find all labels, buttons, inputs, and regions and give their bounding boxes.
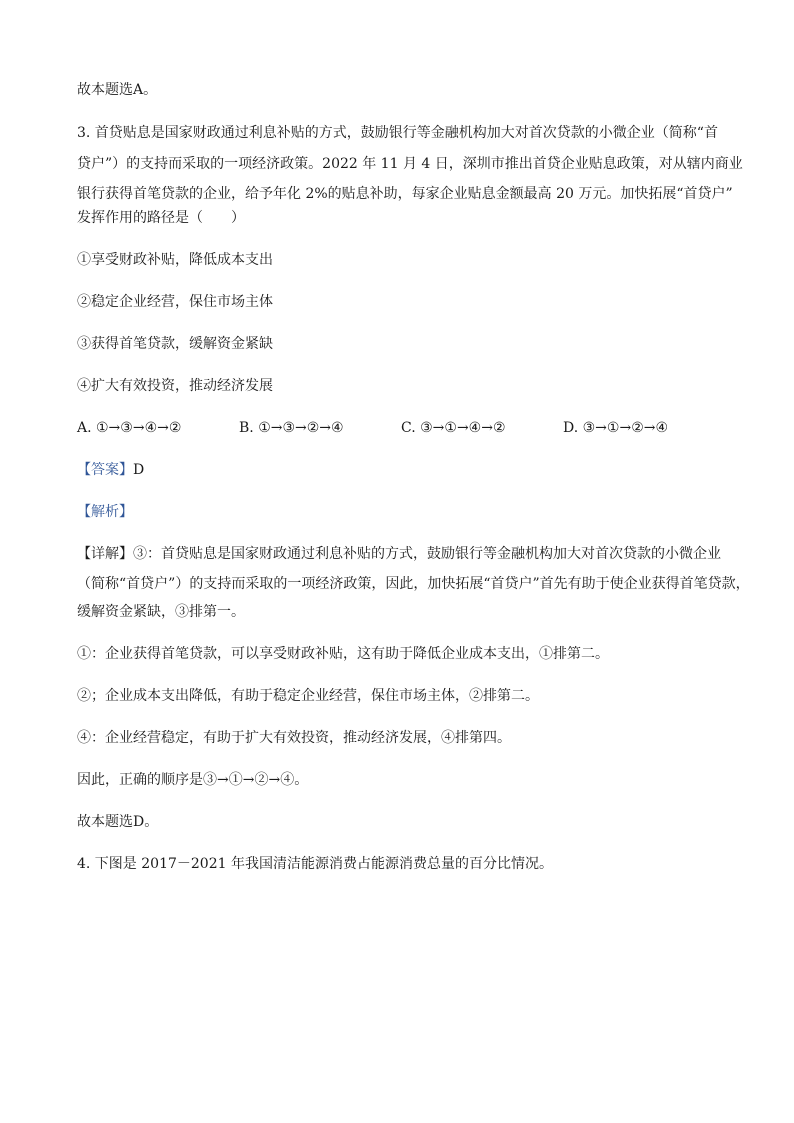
order-conclusion: 因此，正确的顺序是③→①→②→④。 xyxy=(77,772,309,788)
point-2: ②；企业成本支出降低，有助于稳定企业经营，保住市场主体，②排第二。 xyxy=(77,688,539,704)
question-3-stem-line-1: 3. 首贷贴息是国家财政通过利息补贴的方式，鼓励银行等金融机构加大对首次贷款的小微企业（简称“首 xyxy=(77,125,718,141)
prev-conclusion: 故本题选A。 xyxy=(77,82,158,98)
statement-4: ④扩大有效投资，推动经济发展 xyxy=(77,378,273,394)
answer-line xyxy=(77,460,737,480)
answer-value: D xyxy=(133,462,145,478)
detail-line-2: （简称“首贷户”）的支持而采取的一项经济政策，因此，加快拓展“首贷户”首先有助于使企业获得首笔贷款， xyxy=(77,576,750,592)
question-3-stem-line-2: 贷户”）的支持而采取的一项经济政策。2022 年 11 月 4 日，深圳市推出首贷企业贴息政策，对从辖内商业 xyxy=(77,156,743,172)
answer-tag: 【答案】 xyxy=(77,462,133,478)
detail-line-3: 缓解资金紧缺，③排第一。 xyxy=(77,604,245,620)
question-3-stem-line-4: 发挥作用的路径是（ ） xyxy=(77,210,245,226)
detail-line-1 xyxy=(77,544,737,564)
option-b: B. ①→③→②→④ xyxy=(239,420,344,436)
statement-1: ①享受财政补贴，降低成本支出 xyxy=(77,252,273,268)
option-d: D. ③→①→②→④ xyxy=(563,420,669,436)
point-4: ④：企业经营稳定，有助于扩大有效投资，推动经济发展，④排第四。 xyxy=(77,730,511,746)
detail-tag: 【详解】 xyxy=(77,546,133,562)
point-1: ①：企业获得首笔贷款，可以享受财政补贴，这有助于降低企业成本支出，①排第二。 xyxy=(77,646,609,662)
answer-options xyxy=(77,418,737,438)
statement-2: ②稳定企业经营，保住市场主体 xyxy=(77,294,273,310)
analysis-tag: 【解析】 xyxy=(77,504,133,520)
statement-3: ③获得首笔贷款，缓解资金紧缺 xyxy=(77,336,273,352)
question-3-stem-line-3: 银行获得首笔贷款的企业，给予年化 2%的贴息补助，每家企业贴息金额最高 20 万元。加快拓展“首贷户” xyxy=(77,186,733,202)
question-4-stem: 4. 下图是 2017－2021 年我国清洁能源消费占能源消费总量的百分比情况。 xyxy=(77,856,553,872)
option-a: A. ①→③→④→② xyxy=(77,420,182,436)
final-answer: 故本题选D。 xyxy=(77,814,159,830)
option-c: C. ③→①→④→② xyxy=(401,420,506,436)
detail-first-text: ③：首贷贴息是国家财政通过利息补贴的方式，鼓励银行等金融机构加大对首次贷款的小微企业 xyxy=(133,546,721,562)
